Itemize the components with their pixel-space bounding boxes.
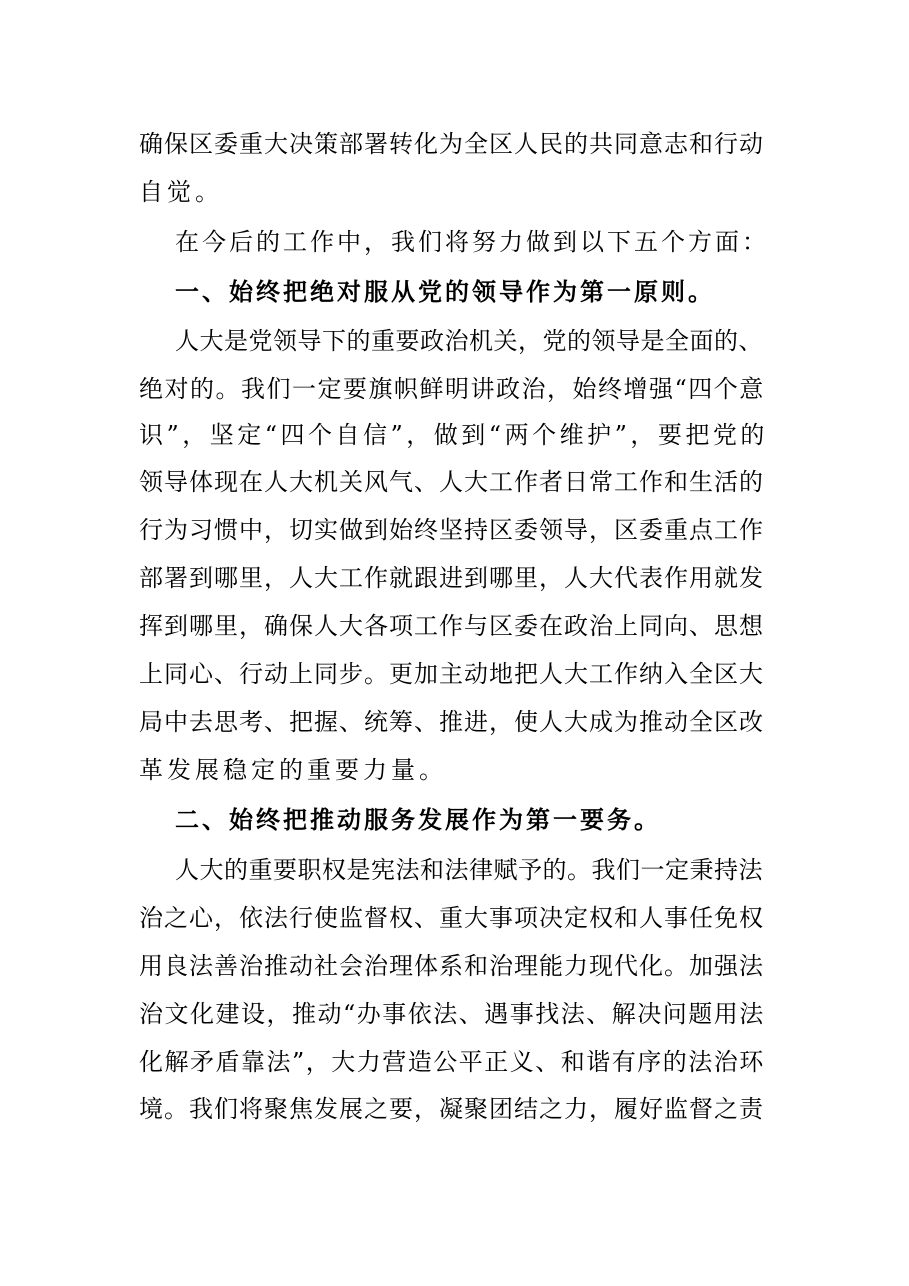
paragraph-line: 治之心，依法行使监督权、重大事项决定权和人事任免权 [139, 904, 764, 932]
paragraph-line: 治文化建设，推动“办事依法、遇事找法、解决问题用法 [139, 1000, 765, 1028]
paragraph-line: 自觉。 [139, 178, 223, 206]
paragraph-line: 革发展稳定的重要力量。 [139, 756, 447, 784]
section-heading-2: 二、始终把推动服务发展作为第一要务。 [175, 806, 661, 834]
paragraph-line: 确保区委重大决策部署转化为全区人民的共同意志和行动 [139, 130, 764, 158]
paragraph-line: 境。我们将聚焦发展之要，凝聚团结之力，履好监督之责 [139, 1095, 764, 1123]
paragraph-line: 识”，坚定“四个自信”，做到“两个维护”，要把党的 [139, 421, 768, 449]
paragraph-line: 人大的重要职权是宪法和法律赋予的。我们一定秉持法 [175, 856, 763, 884]
paragraph-line: 在今后的工作中，我们将努力做到以下五个方面： [175, 228, 769, 256]
paragraph-line: 上同心、行动上同步。更加主动地把人大工作纳入全区大 [139, 660, 764, 688]
paragraph-line: 化解矛盾靠法”，大力营造公平正义、和谐有序的法治环 [139, 1048, 765, 1076]
paragraph-line: 行为习惯中，切实做到始终坚持区委领导，区委重点工作 [139, 516, 764, 544]
paragraph-line: 局中去思考、把握、统筹、推进，使人大成为推动全区改 [139, 708, 764, 736]
paragraph-line: 人大是党领导下的重要政治机关，党的领导是全面的、 [175, 327, 763, 355]
paragraph-line: 绝对的。我们一定要旗帜鲜明讲政治，始终增强“四个意 [139, 375, 765, 403]
paragraph-line: 挥到哪里，确保人大各项工作与区委在政治上同向、思想 [139, 612, 764, 640]
section-heading-1: 一、始终把绝对服从党的领导作为第一原则。 [175, 278, 715, 306]
paragraph-line: 用良法善治推动社会治理体系和治理能力现代化。加强法 [139, 952, 764, 980]
paragraph-line: 部署到哪里，人大工作就跟进到哪里，人大代表作用就发 [139, 564, 764, 592]
paragraph-line: 领导体现在人大机关风气、人大工作者日常工作和生活的 [139, 468, 764, 496]
